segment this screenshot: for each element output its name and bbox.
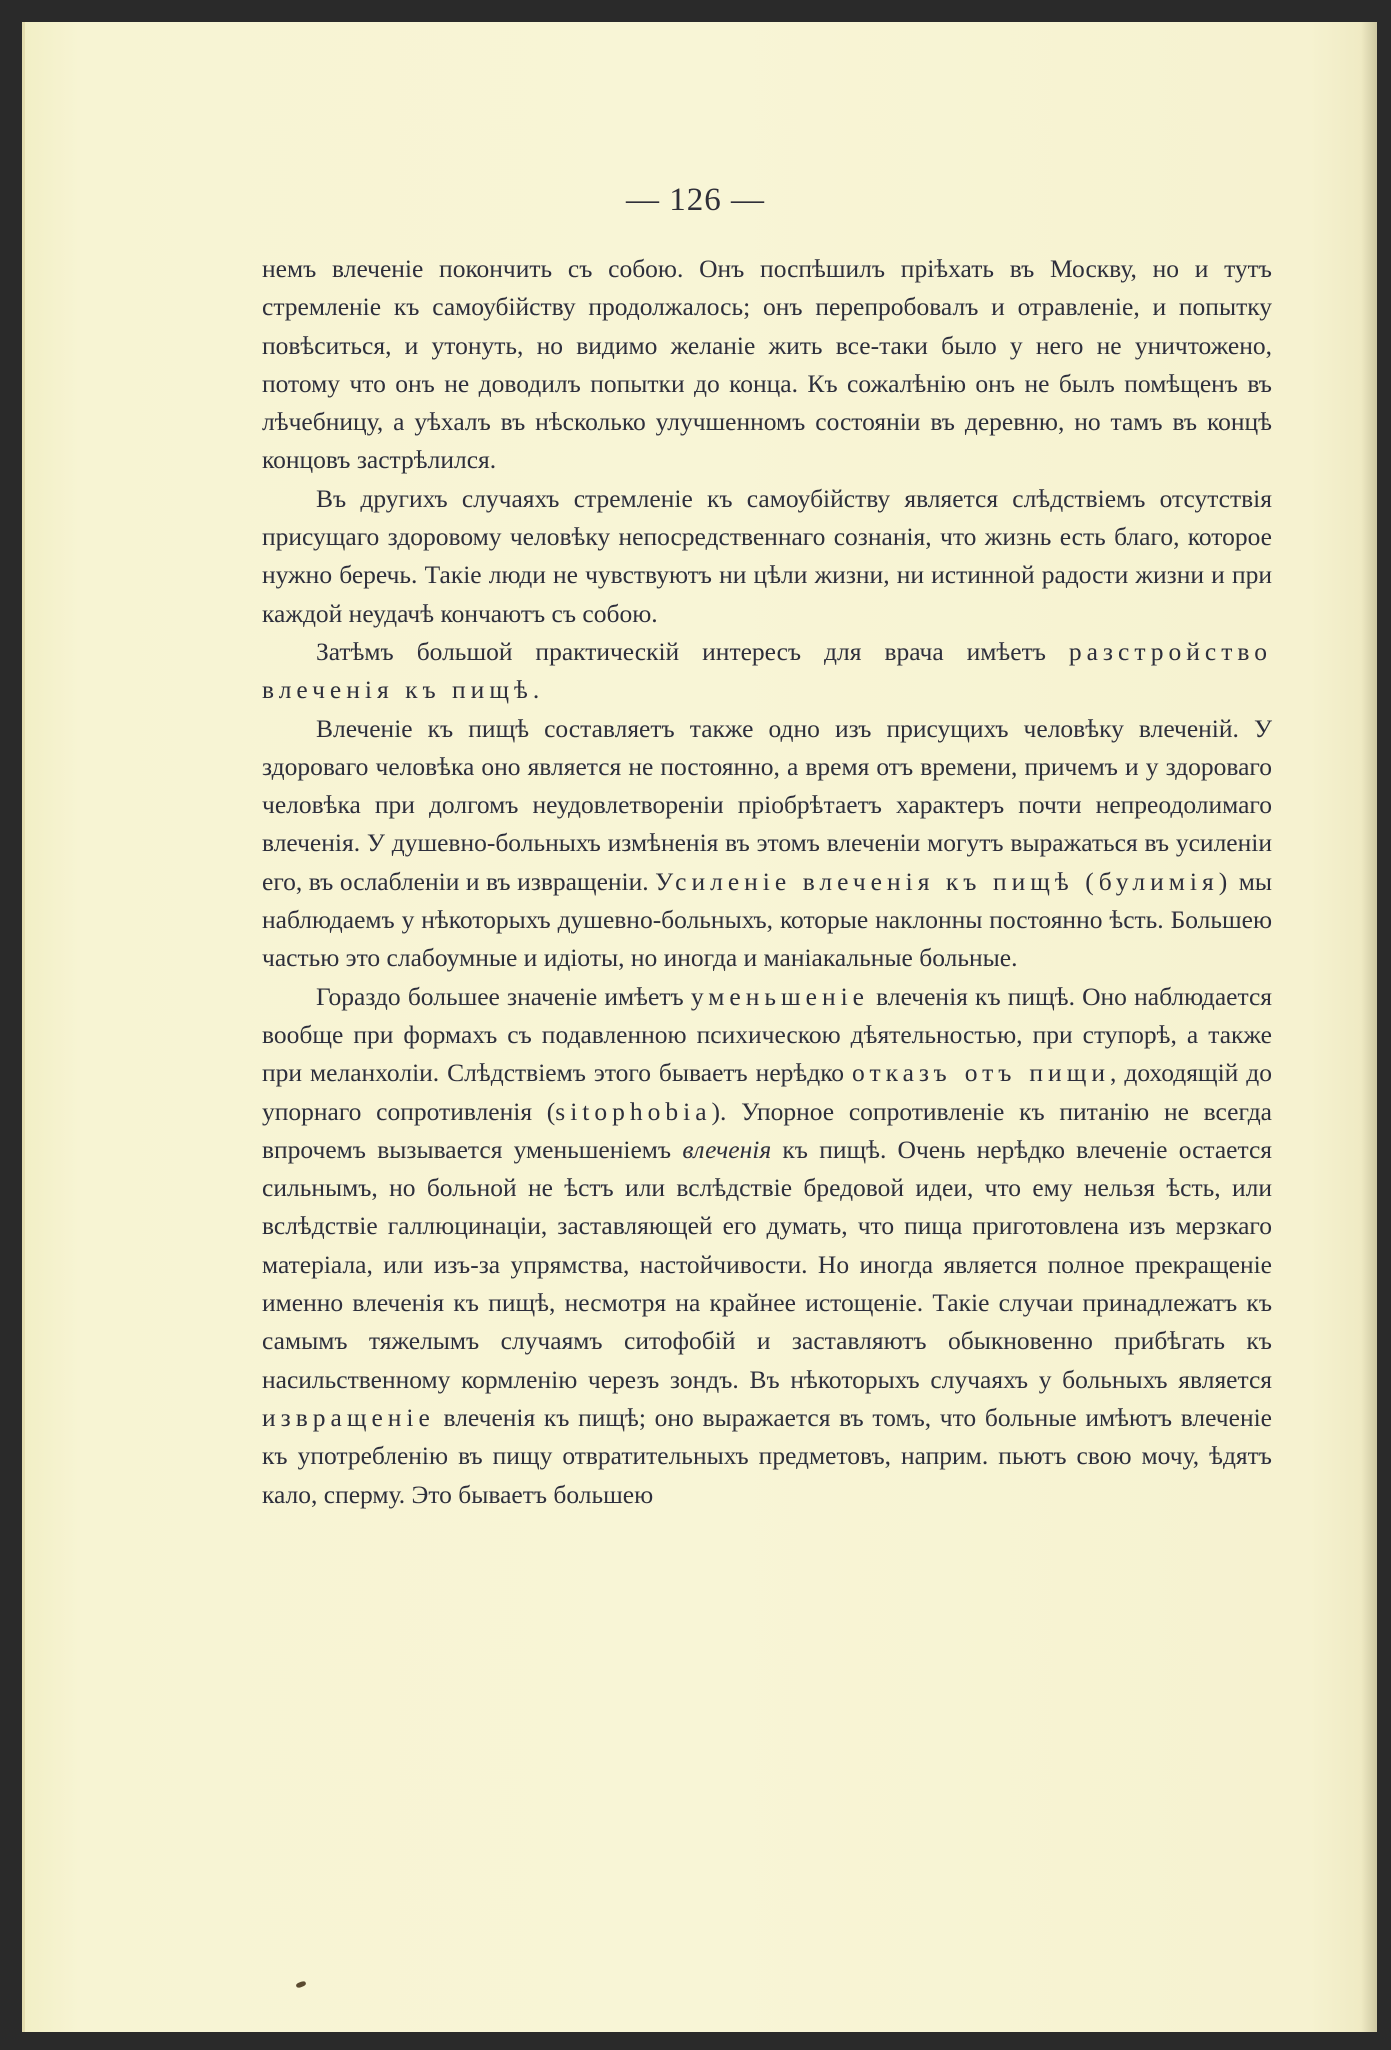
paragraph bbox=[262, 250, 1272, 480]
text-run: Влеченіе къ пищѣ составляетъ также одно изъ присущихъ человѣку влеченій. У здороваго человѣка оно является не постоянно, а время отъ времени, причемъ и у здороваго человѣка при долгомъ неудовлетвореніи пріобрѣтаетъ характеръ почти непреодолимаго влеченія. У душевно-больныхъ измѣненія въ этомъ влеченіи могутъ выражаться въ усиленіи его, въ ослабленіи и въ извращеніи. bbox=[262, 713, 1272, 896]
text-run: . bbox=[532, 675, 540, 705]
page-edge-shadow bbox=[1361, 22, 1377, 2032]
spaced-emphasis: разстройство влеченія къ пищѣ bbox=[262, 636, 1272, 705]
text-run: Въ другихъ случаяхъ стремленіе къ самоубійству является слѣдствіемъ отсутствія присущаго здоровому человѣку непосредственнаго сознанія, что жизнь есть благо, которое нужно беречь. Такіе люди не чувствуютъ ни цѣли жизни, ни истинной радости жизни и при каждой неудачѣ кончаютъ съ собою. bbox=[262, 483, 1272, 628]
spaced-emphasis: уменьшеніе bbox=[690, 981, 869, 1011]
paragraph bbox=[262, 633, 1272, 710]
text-run: немъ влеченіе покончить съ собою. Онъ поспѣшилъ пріѣхать въ Москву, но и тутъ стремленіе къ самоубійству продолжалось; онъ перепробовалъ и отравленіе, и попытку повѣситься, и утонуть, но видимо желаніе жить все-таки было у него не уничтожено, потому что онъ не доводилъ попытки до конца. Къ сожалѣнію онъ не былъ помѣщенъ въ лѣчебницу, а уѣхалъ въ нѣсколько улучшенномъ состояніи въ деревню, но тамъ въ концѣ концовъ застрѣлился. bbox=[262, 254, 1272, 475]
text-run: къ пищѣ. Очень нерѣдко влеченіе остается сильнымъ, но больной не ѣстъ или вслѣдствіе бредовой идеи, что ему нельзя ѣсть, или вслѣдствіе галлюцинаціи, заставляющей его думать, что пища приготовлена изъ мерзкаго матеріала, или изъ-за упрямства, настойчивости. Но иногда является полное прекращеніе именно влеченія къ пищѣ, несмотря на крайнее истощеніе. Такіе случаи принадлежатъ къ самымъ тяжелымъ случаямъ ситофобій и заставляютъ обыкновенно прибѣгать къ насильственному кормленію черезъ зондъ. Въ нѣкоторыхъ случаяхъ у больныхъ является bbox=[262, 1134, 1272, 1394]
text-run: Гораздо большее значеніе имѣетъ bbox=[316, 981, 691, 1011]
spaced-emphasis: извращеніе bbox=[262, 1402, 435, 1432]
spaced-emphasis: Усиленіе влеченія къ пищѣ (булимія) bbox=[655, 866, 1233, 896]
text-run: влеченія къ пищѣ. Оно наблюдается вообще при формахъ съ подавленною психическою дѣятельностью, при ступорѣ, а также при меланхоліи. Слѣдствіемъ этого бываетъ нерѣдко bbox=[262, 981, 1272, 1088]
text-run: влеченія къ пищѣ; оно выражается въ томъ, что больные имѣютъ влеченіе къ употребленію въ пищу отвратительныхъ предметовъ, наприм. пьютъ свою мочу, ѣдятъ кало, сперму. Это бываетъ большею bbox=[262, 1402, 1272, 1509]
body-text bbox=[262, 250, 1272, 1514]
page-number: — 126 — bbox=[626, 182, 765, 218]
text-run: мы наблюдаемъ у нѣкоторыхъ душевно-больныхъ, которые наклонны постоянно ѣсть. Большею частью это слабоумные и идіоты, но иногда и маніакальные больные. bbox=[262, 866, 1272, 973]
paragraph bbox=[262, 710, 1272, 978]
paragraph bbox=[262, 480, 1272, 633]
spaced-emphasis: отказъ отъ пищи bbox=[852, 1058, 1110, 1088]
text-run: Затѣмъ большой практическій интересъ для врача имѣетъ bbox=[316, 636, 1069, 666]
italic-emphasis: влеченія bbox=[682, 1134, 772, 1164]
paragraph bbox=[262, 978, 1272, 1514]
text-run: ). Упорное сопротивленіе къ питанію не всегда впрочемъ вызывается уменьшеніемъ bbox=[262, 1096, 1272, 1164]
spaced-emphasis: sitophobia bbox=[555, 1096, 712, 1126]
text-run: , доходящій до упорнаго сопротивленія ( bbox=[262, 1058, 1272, 1126]
